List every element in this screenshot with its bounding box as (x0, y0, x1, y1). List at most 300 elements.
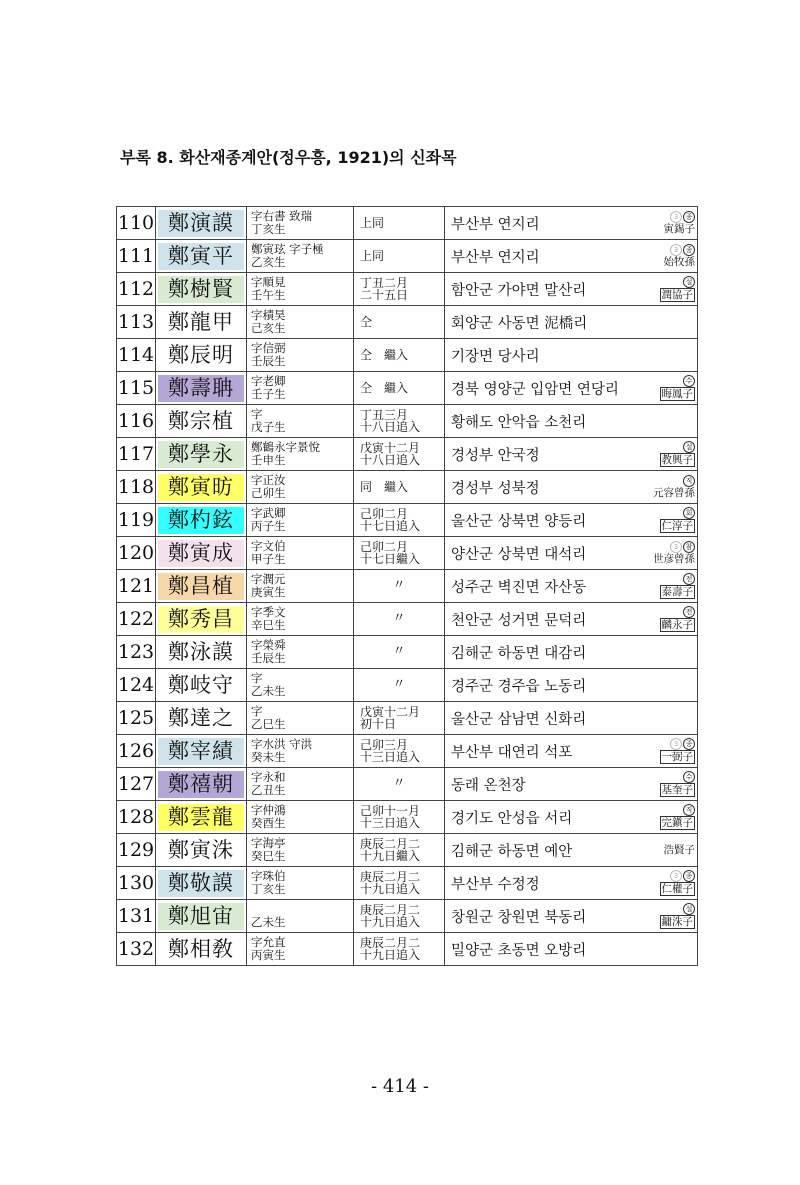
branch-marks (682, 573, 695, 585)
branch-marks (682, 441, 695, 453)
table-row (117, 801, 698, 834)
name-cell (156, 834, 247, 867)
date-line: 仝 繼入 (360, 347, 409, 362)
name-cell (156, 207, 247, 240)
entry-date-cell (354, 735, 445, 768)
person-name: 鄭昌植 (158, 573, 244, 600)
lineage-note (647, 242, 695, 270)
person-name: 鄭杓鉉 (158, 507, 244, 534)
date-line: 仝 繼入 (360, 380, 409, 395)
name-cell (156, 405, 247, 438)
date-line: 十三日追入 (360, 750, 421, 764)
name-cell (156, 801, 247, 834)
residence-text: 동래 온천장 (451, 777, 526, 794)
date-line: 己卯二月 (360, 539, 409, 554)
branch-mark: 수 (683, 771, 695, 783)
name-cell (156, 702, 247, 735)
entry-date-cell (354, 471, 445, 504)
lineage-note (647, 902, 695, 930)
date-line: 丁丑二月 (360, 275, 409, 290)
residence-cell (445, 801, 698, 834)
entry-date-cell (354, 273, 445, 306)
father-relation: 晦鳳子 (661, 388, 693, 400)
person-name: 鄭旭宙 (158, 903, 244, 930)
row-number: 130 (117, 867, 156, 900)
table-row (117, 207, 698, 240)
courtesy-line: 壬申生 (251, 453, 286, 467)
father-relation: 潤協子 (661, 289, 693, 301)
residence-cell (445, 405, 698, 438)
courtesy-name-cell (247, 636, 354, 669)
person-name: 鄭樹賢 (158, 276, 244, 303)
date-line: 〃 (392, 775, 406, 791)
row-number: 131 (117, 900, 156, 933)
date-line: 己卯二月 (360, 506, 409, 521)
courtesy-line: 庚寅生 (251, 585, 286, 599)
courtesy-name-cell (247, 768, 354, 801)
table-row (117, 240, 698, 273)
courtesy-line: 字季文 (251, 605, 286, 619)
row-number: 127 (117, 768, 156, 801)
person-name: 鄭敬謨 (158, 870, 244, 897)
branch-mark: 종 (683, 211, 695, 223)
courtesy-line: 鄭鶴永字景悅 (251, 440, 320, 454)
person-name: 鄭寅洙 (158, 837, 244, 864)
row-number: 111 (117, 240, 156, 273)
date-line: 〃 (392, 676, 406, 692)
date-line: 十九日追入 (360, 915, 421, 929)
branch-mark: 설 (683, 903, 695, 915)
table-row (117, 537, 698, 570)
father-relation: 教興子 (661, 454, 693, 466)
residence-cell (445, 504, 698, 537)
courtesy-name-cell (247, 537, 354, 570)
courtesy-name-cell (247, 603, 354, 636)
date-line: 〃 (392, 610, 406, 626)
name-cell (156, 636, 247, 669)
courtesy-line: 字武卿 (251, 506, 286, 520)
table-row (117, 471, 698, 504)
register-table (116, 206, 698, 966)
entry-date-cell (354, 768, 445, 801)
courtesy-line: 己亥生 (251, 321, 286, 335)
name-cell (156, 339, 247, 372)
row-number: 110 (117, 207, 156, 240)
residence-cell (445, 570, 698, 603)
date-line: 十三日追入 (360, 816, 421, 830)
courtesy-line: 字珠伯 (251, 869, 286, 883)
courtesy-line: 字 (251, 671, 263, 685)
lineage-note (647, 374, 695, 402)
residence-text: 경성부 성북정 (451, 480, 540, 497)
residence-cell (445, 537, 698, 570)
table-row (117, 768, 698, 801)
row-number: 120 (117, 537, 156, 570)
courtesy-line: 乙巳生 (251, 717, 286, 731)
branch-marks (669, 211, 695, 223)
date-line: 庚辰二月二 (360, 836, 421, 851)
register-body (117, 207, 698, 966)
entry-date-cell (354, 537, 445, 570)
table-row (117, 372, 698, 405)
residence-text: 창원군 창원면 북동리 (451, 909, 587, 926)
branch-mark: 전 (683, 573, 695, 585)
courtesy-line: 字仲鴻 (251, 803, 286, 817)
branch-mark: 3 (670, 541, 682, 553)
name-cell (156, 900, 247, 933)
table-row (117, 933, 698, 966)
lineage-note (647, 869, 695, 897)
residence-text: 부산부 수정정 (451, 876, 540, 893)
name-cell (156, 471, 247, 504)
name-cell (156, 603, 247, 636)
residence-cell (445, 735, 698, 768)
courtesy-name-cell (247, 339, 354, 372)
table-row (117, 603, 698, 636)
row-number: 117 (117, 438, 156, 471)
residence-cell (445, 933, 698, 966)
father-relation: 泰壽子 (661, 586, 693, 598)
residence-cell (445, 372, 698, 405)
courtesy-line: 甲子生 (251, 552, 286, 566)
name-cell (156, 240, 247, 273)
lineage-note (647, 605, 695, 633)
table-row (117, 834, 698, 867)
residence-text: 부산부 연지리 (451, 216, 540, 233)
courtesy-line: 丁亥生 (251, 882, 286, 896)
branch-mark: 3 (670, 870, 682, 882)
residence-text: 함안군 가야면 말산리 (451, 282, 587, 299)
entry-date-cell (354, 669, 445, 702)
entry-date-cell (354, 801, 445, 834)
lineage-note (647, 440, 695, 468)
courtesy-line: 字順見 (251, 275, 286, 289)
table-row (117, 405, 698, 438)
row-number: 124 (117, 669, 156, 702)
courtesy-line: 字榮舜 (251, 638, 286, 652)
courtesy-line: 字 (251, 704, 263, 718)
branch-mark: 3 (670, 244, 682, 256)
entry-date-cell (354, 207, 445, 240)
branch-marks (669, 738, 695, 750)
name-cell (156, 372, 247, 405)
page-title: 부록 8. 화산재종계안(정우흥, 1921)의 신좌목 (120, 148, 457, 167)
name-cell (156, 306, 247, 339)
residence-text: 경북 영양군 입암면 연당리 (451, 381, 619, 398)
courtesy-line: 壬午生 (251, 288, 286, 302)
table-row (117, 867, 698, 900)
residence-text: 경기도 안성읍 서리 (451, 810, 573, 827)
branch-mark: 종 (683, 244, 695, 256)
father-relation: 麟永子 (661, 619, 693, 631)
branch-mark: 참 (683, 541, 695, 553)
courtesy-name-cell (247, 306, 354, 339)
date-line: 己卯十一月 (360, 803, 421, 818)
row-number: 113 (117, 306, 156, 339)
lineage-note (647, 737, 695, 765)
courtesy-line: 字積昊 (251, 308, 286, 322)
row-number: 116 (117, 405, 156, 438)
father-relation: 浩賢子 (663, 844, 695, 856)
branch-mark: 설 (683, 276, 695, 288)
person-name: 鄭岐守 (158, 672, 244, 699)
courtesy-line: 壬子生 (251, 387, 286, 401)
courtesy-name-cell (247, 372, 354, 405)
table-row (117, 570, 698, 603)
branch-marks (669, 541, 695, 553)
residence-text: 김해군 하동면 예안 (451, 843, 573, 860)
table-row (117, 504, 698, 537)
table-row (117, 339, 698, 372)
date-line: 十八日追入 (360, 420, 421, 434)
entry-date-cell (354, 570, 445, 603)
name-cell (156, 273, 247, 306)
row-number: 132 (117, 933, 156, 966)
name-cell (156, 735, 247, 768)
entry-date-cell (354, 900, 445, 933)
residence-text: 부산부 연지리 (451, 249, 540, 266)
person-name: 鄭演謨 (158, 210, 244, 237)
father-relation: 仁權子 (661, 883, 693, 895)
residence-cell (445, 240, 698, 273)
courtesy-line: 癸酉生 (251, 816, 286, 830)
courtesy-name-cell (247, 933, 354, 966)
row-number: 123 (117, 636, 156, 669)
entry-date-cell (354, 702, 445, 735)
father-relation: 基奎子 (661, 784, 693, 796)
branch-mark: 3 (670, 738, 682, 750)
courtesy-line: 丙寅生 (251, 948, 286, 962)
residence-text: 경주군 경주읍 노동리 (451, 678, 587, 695)
lineage-note (647, 209, 695, 237)
date-line: 十七日追入 (360, 519, 421, 533)
name-cell (156, 438, 247, 471)
person-name: 鄭相敎 (158, 936, 244, 963)
person-name: 鄭泳謨 (158, 639, 244, 666)
courtesy-line: 辛巳生 (251, 618, 286, 632)
courtesy-line: 字海亭 (251, 836, 286, 850)
name-cell (156, 504, 247, 537)
courtesy-line: 戊子生 (251, 420, 286, 434)
date-line: 戊寅十二月 (360, 440, 421, 455)
courtesy-line: 字正汝 (251, 473, 286, 487)
date-line: 己卯三月 (360, 737, 409, 752)
lineage-note (647, 770, 695, 798)
branch-marks (682, 804, 695, 816)
date-line: 同 繼入 (360, 479, 409, 494)
residence-cell (445, 834, 698, 867)
person-name: 鄭學永 (158, 441, 244, 468)
father-relation: 世彦曾孫 (653, 553, 695, 565)
courtesy-name-cell (247, 438, 354, 471)
courtesy-line: 壬辰生 (251, 651, 286, 665)
name-cell (156, 933, 247, 966)
residence-cell (445, 207, 698, 240)
father-relation: 完鎭子 (661, 817, 693, 829)
residence-text: 황해도 안악읍 소천리 (451, 414, 587, 431)
date-line: 〃 (392, 577, 406, 593)
courtesy-line: 字老卿 (251, 374, 286, 388)
courtesy-name-cell (247, 702, 354, 735)
residence-text: 회양군 사동면 泥橋리 (451, 315, 588, 332)
branch-marks (669, 244, 695, 256)
entry-date-cell (354, 504, 445, 537)
table-row (117, 273, 698, 306)
courtesy-name-cell (247, 801, 354, 834)
row-number: 129 (117, 834, 156, 867)
entry-date-cell (354, 933, 445, 966)
residence-cell (445, 702, 698, 735)
date-line: 上同 (360, 215, 385, 230)
entry-date-cell (354, 603, 445, 636)
courtesy-line: 字允直 (251, 935, 286, 949)
residence-cell (445, 867, 698, 900)
branch-mark: 직 (683, 804, 695, 816)
residence-text: 성주군 벽진면 자산동 (451, 579, 587, 596)
residence-cell (445, 768, 698, 801)
branch-mark: 회 (683, 507, 695, 519)
lineage-note (647, 572, 695, 600)
person-name: 鄭寅昉 (158, 474, 244, 501)
lineage-note (647, 836, 695, 864)
residence-text: 울산군 상북면 양등리 (451, 513, 587, 530)
date-line: 庚辰二月二 (360, 869, 421, 884)
person-name: 鄭寅平 (158, 243, 244, 270)
courtesy-name-cell (247, 834, 354, 867)
branch-mark: 전 (683, 606, 695, 618)
table-row (117, 306, 698, 339)
branch-marks (669, 870, 695, 882)
row-number: 122 (117, 603, 156, 636)
name-cell (156, 537, 247, 570)
residence-cell (445, 603, 698, 636)
courtesy-line: 丙子生 (251, 519, 286, 533)
branch-mark: 종 (683, 870, 695, 882)
page-number: - 414 - (371, 1076, 429, 1097)
courtesy-line: 乙丑生 (251, 783, 286, 797)
courtesy-name-cell (247, 669, 354, 702)
father-relation: 鏞洙子 (661, 916, 693, 928)
courtesy-name-cell (247, 735, 354, 768)
entry-date-cell (354, 438, 445, 471)
courtesy-name-cell (247, 570, 354, 603)
lineage-note (647, 275, 695, 303)
residence-cell (445, 471, 698, 504)
name-cell (156, 867, 247, 900)
residence-text: 경성부 안국정 (451, 447, 540, 464)
date-line: 戊寅十二月 (360, 704, 421, 719)
branch-mark: 설 (683, 441, 695, 453)
residence-cell (445, 669, 698, 702)
date-line: 初十日 (360, 717, 397, 731)
courtesy-line: 乙未生 (251, 915, 286, 929)
person-name: 鄭雲龍 (158, 804, 244, 831)
father-relation: 仁淳子 (661, 520, 693, 532)
row-number: 128 (117, 801, 156, 834)
branch-marks (682, 507, 695, 519)
person-name: 鄭禧朝 (158, 771, 244, 798)
row-number: 112 (117, 273, 156, 306)
courtesy-line: 鄭寅玹 字子極 (251, 242, 324, 256)
father-relation: 一弼子 (661, 751, 693, 763)
courtesy-line: 乙亥生 (251, 255, 286, 269)
entry-date-cell (354, 405, 445, 438)
lineage-note (647, 539, 695, 567)
courtesy-line: 己卯生 (251, 486, 286, 500)
person-name: 鄭辰明 (158, 342, 244, 369)
branch-marks (682, 606, 695, 618)
branch-marks (682, 771, 695, 783)
courtesy-line: 癸巳生 (251, 849, 286, 863)
courtesy-line: 字信弼 (251, 341, 286, 355)
name-cell (156, 768, 247, 801)
date-line: 上同 (360, 248, 385, 263)
courtesy-name-cell (247, 504, 354, 537)
branch-mark: 수 (683, 375, 695, 387)
father-relation: 始牧孫 (663, 256, 695, 268)
residence-text: 천안군 성거면 문덕리 (451, 612, 587, 629)
person-name: 鄭壽聃 (158, 375, 244, 402)
person-name: 鄭宰績 (158, 738, 244, 765)
residence-text: 울산군 삼남면 신화리 (451, 711, 587, 728)
branch-mark: 3 (670, 211, 682, 223)
courtesy-line: 字 (251, 407, 263, 421)
courtesy-name-cell (247, 471, 354, 504)
table-row (117, 702, 698, 735)
row-number: 126 (117, 735, 156, 768)
residence-text: 부산부 대연리 석포 (451, 744, 573, 761)
date-line: 丁丑三月 (360, 407, 409, 422)
residence-cell (445, 438, 698, 471)
row-number: 119 (117, 504, 156, 537)
person-name: 鄭宗植 (158, 408, 244, 435)
lineage-note (647, 473, 695, 501)
courtesy-line: 字潤元 (251, 572, 286, 586)
father-relation: 寅錫子 (663, 223, 695, 235)
name-cell (156, 669, 247, 702)
entry-date-cell (354, 372, 445, 405)
courtesy-name-cell (247, 900, 354, 933)
entry-date-cell (354, 636, 445, 669)
table-row (117, 900, 698, 933)
father-relation: 元容曾孫 (653, 487, 695, 499)
row-number: 114 (117, 339, 156, 372)
date-line: 庚辰二月二 (360, 902, 421, 917)
entry-date-cell (354, 867, 445, 900)
person-name: 鄭秀昌 (158, 606, 244, 633)
row-number: 125 (117, 702, 156, 735)
branch-marks (682, 375, 695, 387)
courtesy-line: 字水洪 守洪 (251, 737, 313, 751)
entry-date-cell (354, 339, 445, 372)
entry-date-cell (354, 834, 445, 867)
courtesy-line: 字文伯 (251, 539, 286, 553)
courtesy-line: 壬辰生 (251, 354, 286, 368)
person-name: 鄭龍甲 (158, 309, 244, 336)
residence-cell (445, 339, 698, 372)
row-number: 115 (117, 372, 156, 405)
table-row (117, 669, 698, 702)
branch-marks (682, 276, 695, 288)
entry-date-cell (354, 306, 445, 339)
date-line: 十九日追入 (360, 882, 421, 896)
person-name: 鄭達之 (158, 705, 244, 732)
courtesy-name-cell (247, 867, 354, 900)
table-row (117, 636, 698, 669)
branch-marks (682, 903, 695, 915)
courtesy-name-cell (247, 405, 354, 438)
residence-text: 양산군 상북면 대석리 (451, 546, 587, 563)
